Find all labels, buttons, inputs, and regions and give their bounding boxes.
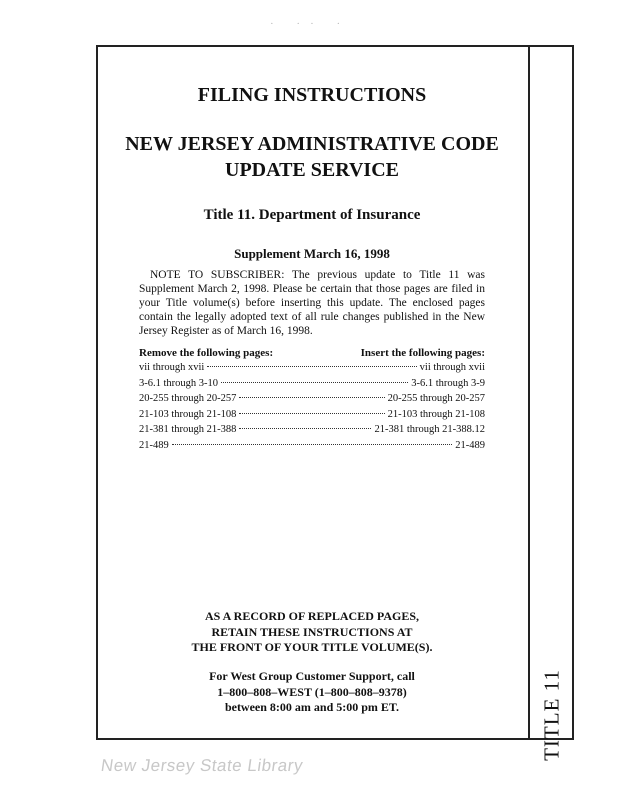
insert-pages: 3-6.1 through 3-9 bbox=[411, 377, 485, 389]
record-instructions bbox=[96, 609, 528, 656]
insert-pages: 20-255 through 20-257 bbox=[387, 393, 485, 404]
record-line1: AS A RECORD OF REPLACED PAGES, bbox=[204, 609, 420, 623]
code-title-line2: UPDATE SERVICE bbox=[225, 159, 399, 181]
title-reference: Title 11. Department of Insurance bbox=[203, 207, 421, 223]
leader-dots bbox=[207, 366, 416, 367]
insert-pages: 21-381 through 21-388.12 bbox=[374, 424, 485, 435]
insert-pages: vii through xvii bbox=[419, 362, 485, 373]
table-row bbox=[139, 424, 485, 440]
support-hours: between 8:00 am and 5:00 pm ET. bbox=[224, 700, 400, 714]
remove-pages: 20-255 through 20-257 bbox=[139, 393, 237, 404]
insert-pages: 21-103 through 21-108 bbox=[387, 408, 485, 420]
table-row bbox=[139, 409, 485, 425]
remove-pages: 21-489 bbox=[139, 439, 169, 451]
pages-table bbox=[139, 362, 485, 455]
support-phone: 1–800–808–WEST (1–800–808–9378) bbox=[217, 684, 407, 699]
table-row bbox=[139, 362, 485, 378]
table-row bbox=[139, 393, 485, 409]
remove-pages: 21-381 through 21-388 bbox=[139, 424, 237, 435]
side-tab-label: TITLE 11 bbox=[539, 669, 564, 761]
support-info bbox=[96, 669, 528, 716]
remove-pages: 3-6.1 through 3-10 bbox=[139, 377, 219, 389]
record-line2: RETAIN THESE INSTRUCTIONS AT bbox=[211, 624, 413, 639]
remove-header: Remove the following pages: bbox=[139, 347, 274, 359]
insert-pages: 21-489 bbox=[455, 439, 485, 451]
leader-dots bbox=[239, 428, 371, 429]
pages-table-header bbox=[139, 347, 485, 359]
subscriber-note: NOTE TO SUBSCRIBER: The previous update to Title 11 was Supplement March 2, 1998. Please be certain that those pages are filed in your Title volume(s) before inserting this update. The enclosed pages contain the legally adopted text of all rule changes published in the New Jersey Register as of March 16, 1998. bbox=[139, 269, 485, 337]
leader-dots bbox=[221, 382, 408, 383]
leader-dots bbox=[239, 397, 384, 398]
library-stamp: New Jersey State Library bbox=[99, 756, 305, 775]
side-tab bbox=[528, 45, 574, 761]
record-line3: THE FRONT OF YOUR TITLE VOLUME(S). bbox=[191, 640, 433, 654]
supplement-date: Supplement March 16, 1998 bbox=[234, 246, 390, 261]
table-row bbox=[139, 440, 485, 456]
leader-dots bbox=[172, 444, 453, 445]
remove-pages: vii through xvii bbox=[139, 362, 205, 373]
leader-dots bbox=[239, 413, 384, 414]
insert-header: Insert the following pages: bbox=[360, 347, 485, 359]
scan-specks: · ·· · bbox=[270, 18, 351, 30]
page-title: FILING INSTRUCTIONS bbox=[197, 84, 427, 106]
support-line1: For West Group Customer Support, call bbox=[209, 669, 415, 683]
code-title-line1: NEW JERSEY ADMINISTRATIVE CODE bbox=[125, 133, 499, 155]
table-row bbox=[139, 378, 485, 394]
remove-pages: 21-103 through 21-108 bbox=[139, 408, 237, 420]
